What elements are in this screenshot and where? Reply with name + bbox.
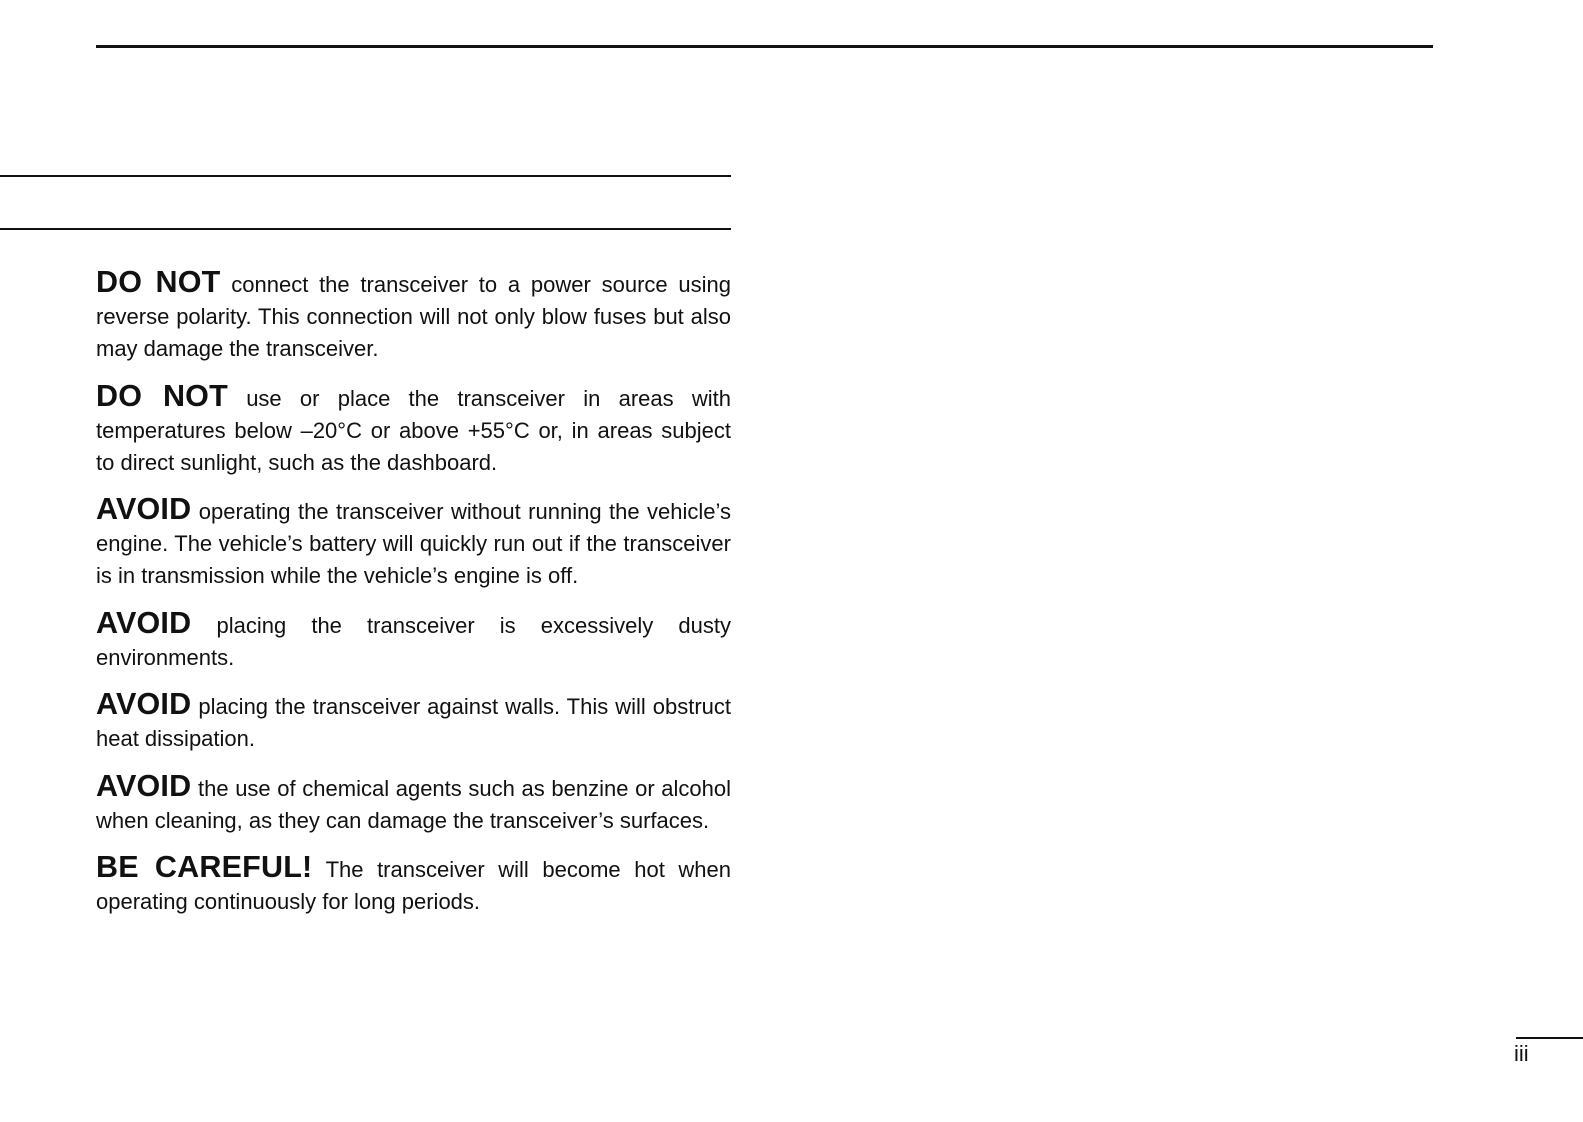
- page-number-rule: [1516, 1037, 1583, 1039]
- precaution-keyword: AVOID: [96, 687, 192, 721]
- precaution-item: [96, 851, 731, 918]
- precaution-text: operating the transceiver without running the vehicle’s engine. The vehicle’s battery will quickly run out if the transceiver is in transmission while the vehicle’s engine is off.: [96, 499, 731, 588]
- page-number: iii: [1514, 1041, 1529, 1066]
- precaution-item: [96, 493, 731, 592]
- precaution-item: [96, 607, 731, 674]
- precaution-text: The transceiver will become hot when operating continuously for long periods.: [96, 857, 731, 914]
- precaution-text: placing the transceiver is excessively dusty environments.: [96, 612, 731, 670]
- precaution-keyword: DO NOT: [96, 378, 228, 413]
- precautions-list: [96, 266, 731, 933]
- precaution-item: [96, 770, 731, 837]
- precaution-text: use or place the transceiver in areas with temperatures below –20°C or above +55°C or, in areas subject to direct sunlight, such as the dashboard.: [96, 385, 731, 475]
- precaution-keyword: DO NOT: [96, 265, 221, 299]
- section-heading-rule-bottom: [0, 228, 731, 230]
- precaution-text: placing the transceiver against walls. This will obstruct heat dissipation.: [96, 694, 731, 751]
- precaution-item: [96, 688, 731, 755]
- precaution-text: connect the transceiver to a power source using reverse polarity. This connection will not only blow fuses but also may damage the transceiver.: [96, 272, 731, 361]
- precaution-keyword: BE CAREFUL!: [96, 850, 313, 884]
- section-heading-rule-top: [0, 175, 731, 177]
- precaution-item: [96, 380, 731, 479]
- precaution-text: the use of chemical agents such as benzine or alcohol when cleaning, as they can damage the transceiver’s surfaces.: [96, 775, 731, 833]
- precaution-keyword: AVOID: [96, 605, 192, 640]
- header-rule: [96, 45, 1433, 48]
- precaution-keyword: AVOID: [96, 768, 192, 803]
- precaution-item: [96, 266, 731, 365]
- precaution-keyword: AVOID: [96, 492, 192, 526]
